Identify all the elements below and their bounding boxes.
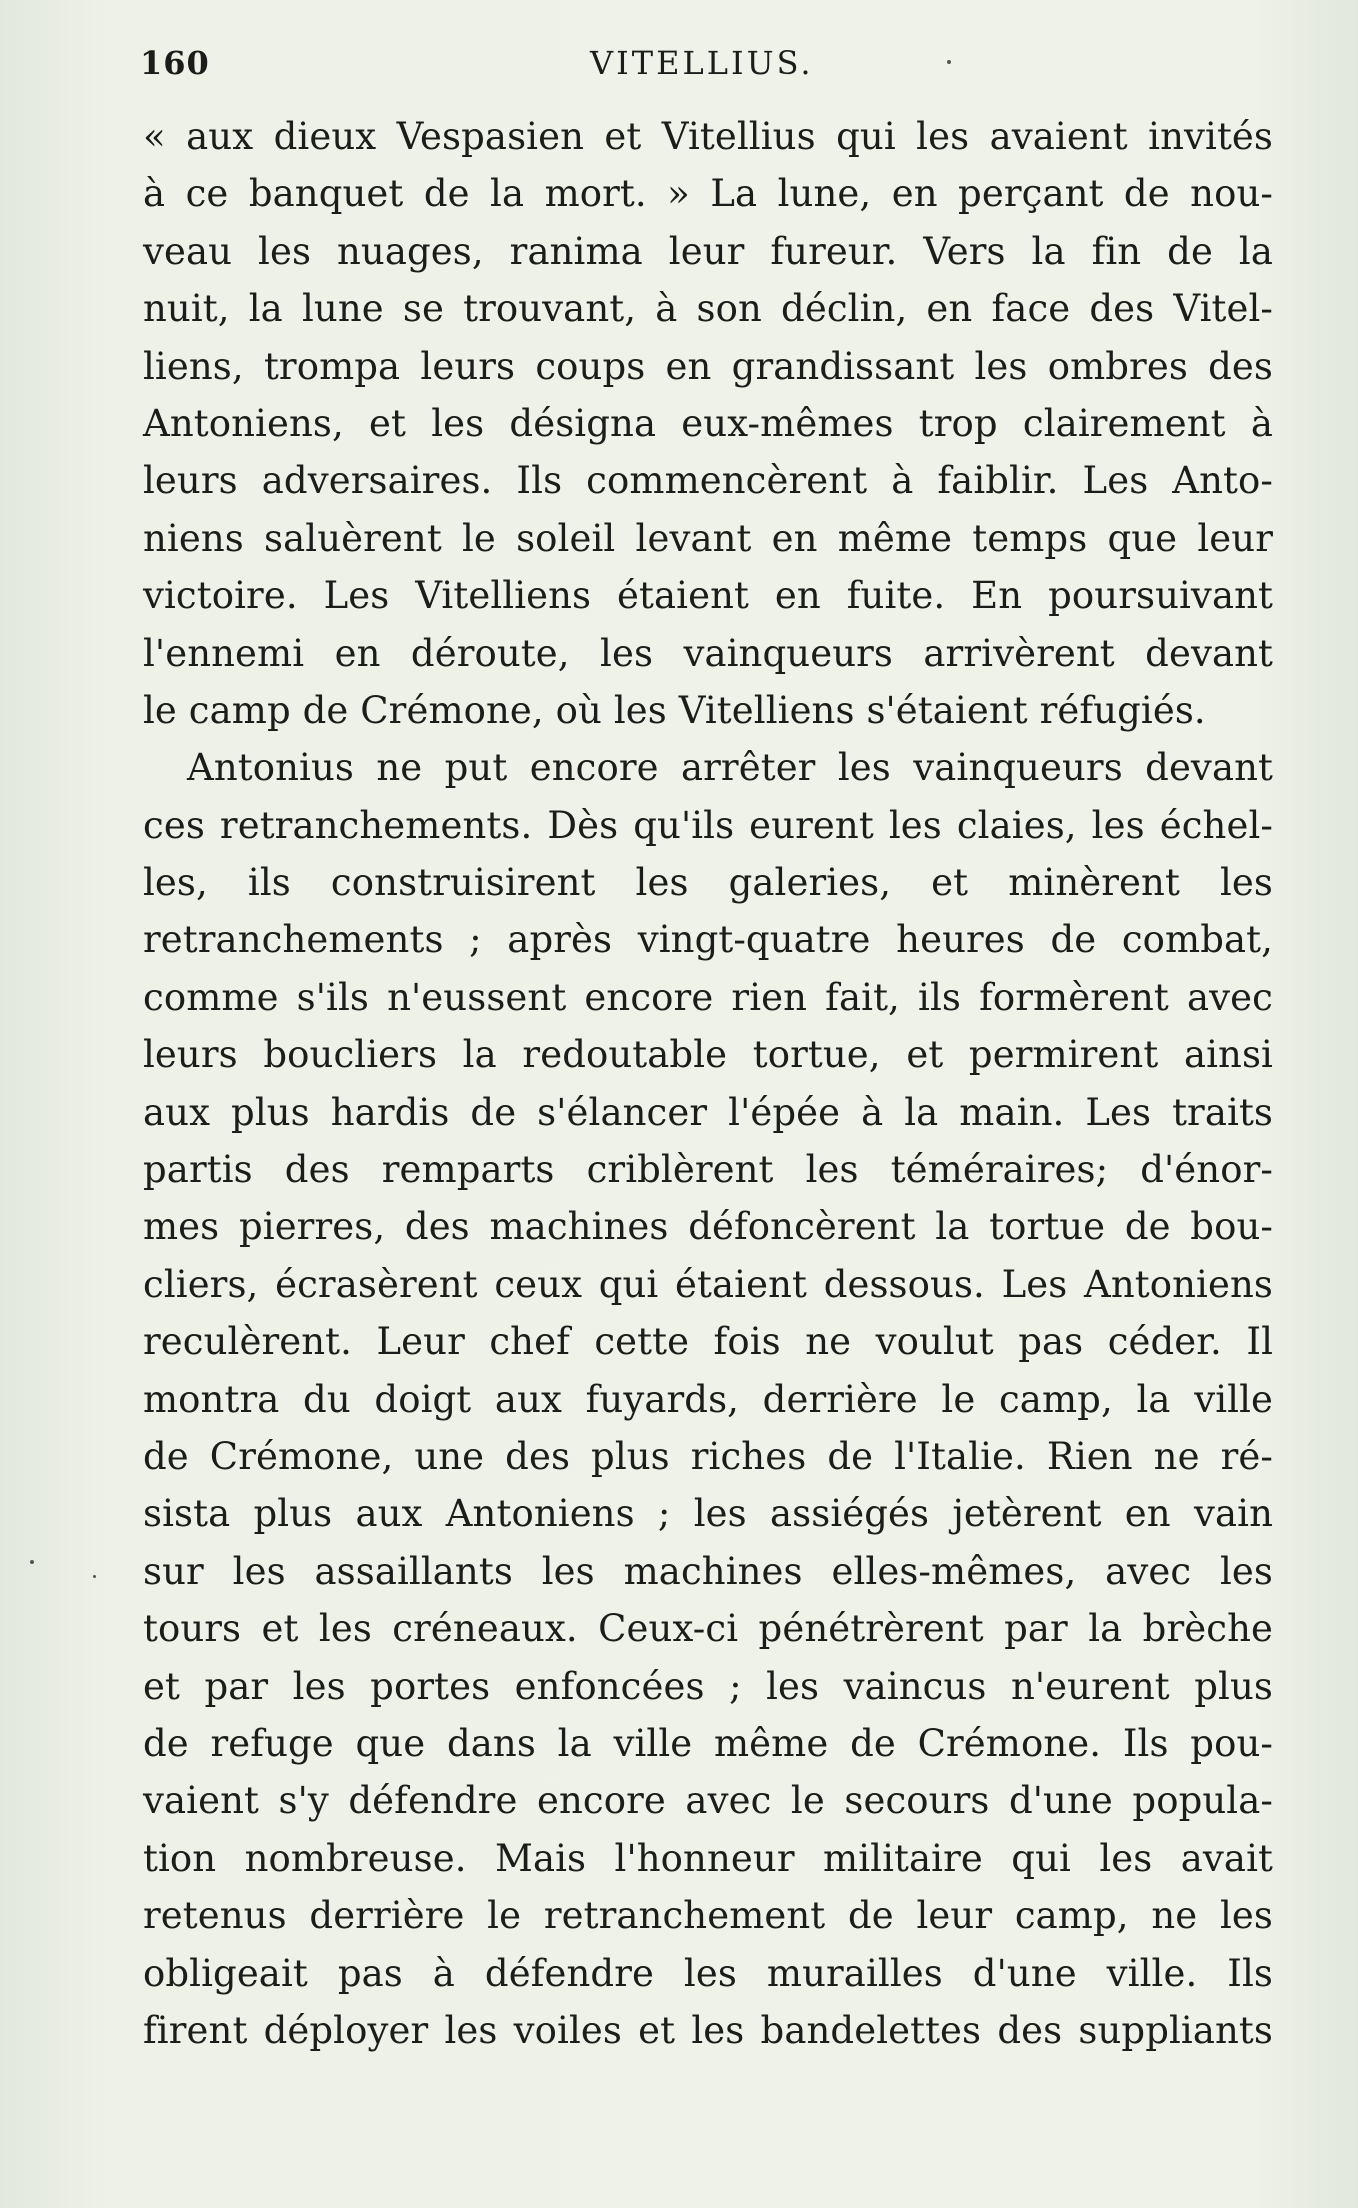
- text-line: retenus derrière le retranchement de leur camp, ne les: [143, 1894, 1273, 1938]
- text-line: victoire. Les Vitelliens étaient en fuite. En poursuivant: [143, 574, 1273, 618]
- page-number: 160: [140, 44, 210, 82]
- ink-speck: [947, 60, 951, 64]
- text-line: retranchements ; après vingt-quatre heures de combat,: [143, 918, 1273, 962]
- ink-speck: [30, 1560, 34, 1564]
- text-line: le camp de Crémone, où les Vitelliens s'étaient réfugiés.: [143, 688, 1206, 732]
- text-line: à ce banquet de la mort. » La lune, en perçant de nou-: [143, 172, 1273, 216]
- text-line: tion nombreuse. Mais l'honneur militaire qui les avait: [143, 1836, 1273, 1880]
- text-line: Antonius ne put encore arrêter les vainqueurs devant: [187, 746, 1273, 790]
- text-line: comme s'ils n'eussent encore rien fait, ils formèrent avec: [143, 975, 1273, 1019]
- text-line: Antoniens, et les désigna eux-mêmes trop clairement à: [143, 401, 1273, 445]
- text-line: les, ils construisirent les galeries, et minèrent les: [143, 861, 1273, 905]
- text-line: de Crémone, une des plus riches de l'Italie. Rien ne ré-: [143, 1434, 1273, 1478]
- text-line: « aux dieux Vespasien et Vitellius qui les avaient invités: [143, 115, 1273, 158]
- text-line: cliers, écrasèrent ceux qui étaient dessous. Les Antoniens: [143, 1262, 1273, 1306]
- text-line: leurs boucliers la redoutable tortue, et permirent ainsi: [143, 1033, 1273, 1077]
- text-line: montra du doigt aux fuyards, derrière le camp, la ville: [143, 1377, 1273, 1421]
- text-line: tours et les créneaux. Ceux-ci pénétrèrent par la brèche: [143, 1607, 1273, 1651]
- text-line: niens saluèrent le soleil levant en même temps que leur: [143, 516, 1273, 560]
- body-text: [143, 108, 1273, 2059]
- ink-speck: [93, 1575, 96, 1578]
- text-line: nuit, la lune se trouvant, à son déclin, en face des Vitel-: [143, 287, 1273, 331]
- text-line: partis des remparts criblèrent les téméraires; d'énor-: [143, 1148, 1273, 1192]
- text-line: ces retranchements. Dès qu'ils eurent les claies, les échel-: [143, 803, 1273, 847]
- text-line: obligeait pas à défendre les murailles d'une ville. Ils: [143, 1951, 1273, 1995]
- text-line: aux plus hardis de s'élancer l'épée à la main. Les traits: [143, 1090, 1273, 1134]
- running-head: [140, 38, 1270, 90]
- text-line: l'ennemi en déroute, les vainqueurs arrivèrent devant: [143, 631, 1273, 675]
- text-line: veau les nuages, ranima leur fureur. Vers la fin de la: [143, 229, 1273, 273]
- text-line: liens, trompa leurs coups en grandissant les ombres des: [143, 344, 1273, 388]
- text-line: sista plus aux Antoniens ; les assiégés jetèrent en vain: [143, 1492, 1273, 1536]
- text-line: firent déployer les voiles et les bandelettes des suppliants: [143, 2008, 1273, 2052]
- text-line: de refuge que dans la ville même de Crémone. Ils pou-: [143, 1721, 1273, 1765]
- text-line: vaient s'y défendre encore avec le secours d'une popula-: [143, 1779, 1273, 1823]
- text-line: leurs adversaires. Ils commencèrent à faiblir. Les Anto-: [143, 459, 1273, 503]
- text-line: sur les assaillants les machines elles-mêmes, avec les: [143, 1549, 1273, 1593]
- text-line: mes pierres, des machines défoncèrent la tortue de bou-: [143, 1205, 1273, 1249]
- text-line: et par les portes enfoncées ; les vaincus n'eurent plus: [143, 1664, 1273, 1708]
- running-title: VITELLIUS.: [590, 44, 814, 82]
- text-line: reculèrent. Leur chef cette fois ne voulut pas céder. Il: [143, 1320, 1273, 1364]
